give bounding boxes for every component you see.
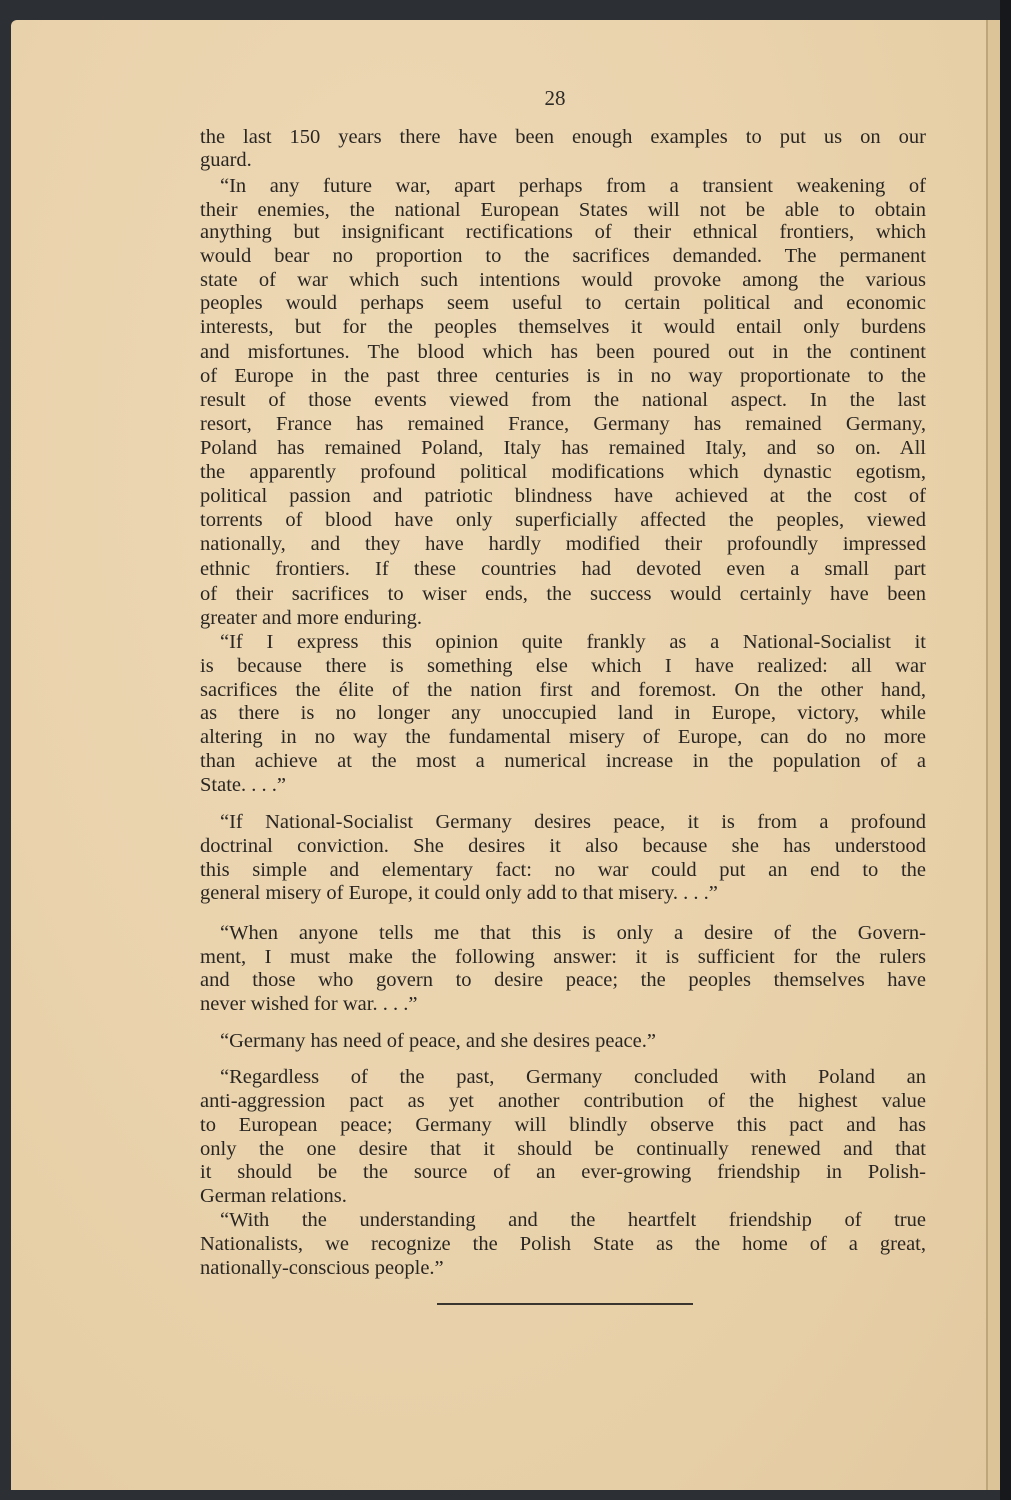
text-line: is because there is something else which I have realized: all war <box>200 655 926 677</box>
text-line: the apparently profound political modifications which dynastic egotism, <box>200 461 926 483</box>
text-line: anything but insignificant rectifications of their ethnical frontiers, which <box>200 221 926 243</box>
scan-background <box>1000 0 1011 1500</box>
text-line: and misfortunes. The blood which has been poured out in the continent <box>200 341 926 363</box>
text-line: ment, I must make the following answer: it is sufficient for the rulers <box>200 946 926 968</box>
text-line: general misery of Europe, it could only add to that misery. . . .” <box>200 882 718 904</box>
text-line: resort, France has remained France, Germany has remained Germany, <box>200 413 926 435</box>
text-line: the last 150 years there have been enough examples to put us on our <box>200 126 926 148</box>
text-line: only the one desire that it should be continually renewed and that <box>200 1138 926 1160</box>
text-line: it should be the source of an ever-growing friendship in Polish- <box>200 1161 926 1183</box>
text-line: “Regardless of the past, Germany concluded with Poland an <box>220 1066 926 1088</box>
text-line: “When anyone tells me that this is only a desire of the Govern- <box>220 922 926 944</box>
text-line: as there is no longer any unoccupied land in Europe, victory, while <box>200 702 926 724</box>
text-line: State. . . .” <box>200 774 286 796</box>
text-line: than achieve at the most a numerical increase in the population of a <box>200 750 926 772</box>
text-line: nationally-conscious people.” <box>200 1257 444 1279</box>
text-line: Poland has remained Poland, Italy has remained Italy, and so on. All <box>200 437 926 459</box>
text-line: nationally, and they have hardly modified their profoundly impressed <box>200 533 926 555</box>
end-rule <box>437 1303 693 1305</box>
text-line: to European peace; Germany will blindly observe this pact and has <box>200 1114 926 1136</box>
text-line: “If I express this opinion quite frankly as a National-Socialist it <box>220 631 926 653</box>
text-line: guard. <box>200 149 252 171</box>
text-line: this simple and elementary fact: no war could put an end to the <box>200 859 926 881</box>
text-line: “If National-Socialist Germany desires peace, it is from a profound <box>220 811 926 833</box>
text-line: altering in no way the fundamental misery of Europe, can do no more <box>200 726 926 748</box>
text-line: state of war which such intentions would provoke among the various <box>200 269 926 291</box>
text-line: greater and more enduring. <box>200 607 422 629</box>
text-line: never wished for war. . . .” <box>200 993 418 1015</box>
text-line: anti-aggression pact as yet another contribution of the highest value <box>200 1090 926 1112</box>
text-line: ethnic frontiers. If these countries had devoted even a small part <box>200 558 926 580</box>
text-line: torrents of blood have only superficially affected the peoples, viewed <box>200 509 926 531</box>
text-line: “With the understanding and the heartfelt friendship of true <box>220 1209 926 1231</box>
text-line: “In any future war, apart perhaps from a transient weakening of <box>220 175 926 197</box>
text-line: political passion and patriotic blindness have achieved at the cost of <box>200 485 926 507</box>
text-line: of Europe in the past three centuries is in no way proportionate to the <box>200 365 926 387</box>
text-line: “Germany has need of peace, and she desires peace.” <box>220 1030 656 1052</box>
text-line: German relations. <box>200 1185 347 1207</box>
text-line: interests, but for the peoples themselves it would entail only burdens <box>200 316 926 338</box>
text-line: of their sacrifices to wiser ends, the success would certainly have been <box>200 583 926 605</box>
text-line: and those who govern to desire peace; the peoples themselves have <box>200 969 926 991</box>
text-line: doctrinal conviction. She desires it also because she has understood <box>200 835 926 857</box>
text-line: Nationalists, we recognize the Polish State as the home of a great, <box>200 1233 926 1255</box>
text-line: their enemies, the national European States will not be able to obtain <box>200 199 926 221</box>
page-number: 28 <box>544 86 566 110</box>
text-line: would bear no proportion to the sacrifices demanded. The permanent <box>200 245 926 267</box>
text-line: sacrifices the élite of the nation first and foremost. On the other hand, <box>200 679 926 701</box>
text-line: peoples would perhaps seem useful to certain political and economic <box>200 292 926 314</box>
text-line: result of those events viewed from the national aspect. In the last <box>200 389 926 411</box>
